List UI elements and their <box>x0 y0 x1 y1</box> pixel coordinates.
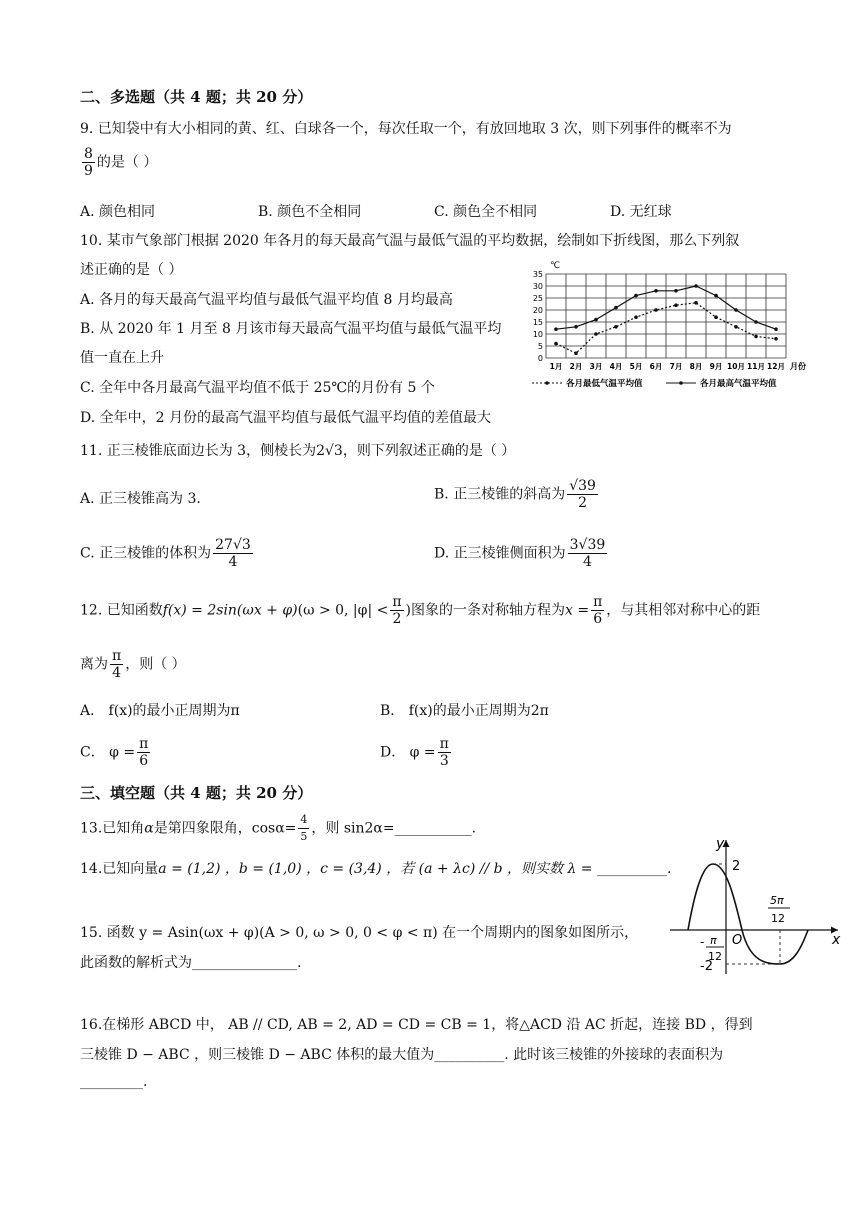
legend-marker-high <box>679 381 683 385</box>
legend-marker-low <box>545 381 549 385</box>
ymin-label: -2 <box>700 959 713 974</box>
data-point <box>554 342 558 346</box>
q9-tail: 的是（ ） <box>96 154 158 171</box>
data-point <box>594 318 598 322</box>
q9-option-b: B. 颜色不全相同 <box>258 204 362 220</box>
x-tick-label: 6月 <box>649 362 663 371</box>
q11-option-c: C. 正三棱锥的体积为 $\frac{27√3}{4}$ <box>80 537 251 570</box>
x-tick-label: 7月 <box>669 362 683 371</box>
svg-text:-: - <box>700 935 705 949</box>
q12-option-b: B． f(x)的最小正周期为2π <box>380 703 549 719</box>
data-point <box>654 289 658 293</box>
q10-option-a: A. 各月的每天最高气温平均值与最低气温平均值 8 月均最高 <box>80 292 453 308</box>
q12-option-a: A． f(x)的最小正周期为π <box>80 703 240 719</box>
data-point <box>554 327 558 331</box>
data-point <box>694 301 698 305</box>
data-point <box>754 320 758 324</box>
data-point <box>734 308 738 312</box>
y-tick-label: 25 <box>532 294 543 303</box>
y-tick-label: 35 <box>532 270 543 279</box>
x-label: x <box>832 932 841 948</box>
data-point <box>774 327 778 331</box>
q10-option-c: C. 全年中各月最高气温平均值不低于 25℃的月份有 5 个 <box>80 380 435 396</box>
q12-stem-line2: 离为 $\frac{\pi}{4}$ ，则（ ） <box>80 648 186 681</box>
x-tick-label: 1月 <box>549 362 563 371</box>
data-point <box>714 315 718 319</box>
q10-option-d: D. 全年中，2 月份的最高气温平均值与最低气温平均值的差值最大 <box>80 410 491 426</box>
x-tick-label: 11月 <box>747 362 765 371</box>
x-tick-label: 5月 <box>629 362 643 371</box>
q15-line2: 此函数的解析式为_______________. <box>80 955 302 971</box>
data-point <box>674 303 678 307</box>
q11-option-b: B. 正三棱锥的斜高为 $\frac{√39}{2}$ <box>434 478 596 511</box>
origin-label: O <box>732 933 743 948</box>
right-zero-num: 5π <box>770 894 784 907</box>
y-tick-label: 15 <box>532 318 543 327</box>
q9-stem-line2 <box>80 146 157 179</box>
q12-stem-line1: 12. 已知函数f(x) = 2sin(ωx + φ)(ω > 0, |φ| < $\frac{\pi}{2}$ )图象的一条对称轴方程为x = $\frac{\pi}{6}$ ，与其相邻对称中心的距 <box>80 594 761 627</box>
y-tick-label: 0 <box>537 354 543 363</box>
x-tick-label: 10月 <box>727 362 745 371</box>
y-label: y <box>716 836 725 852</box>
legend-label-high: 各月最高气温平均值 <box>700 379 777 389</box>
q15-line1: 15. 函数 y = Asin(ωx + φ)(A > 0, ω > 0, 0 < φ < π) 在一个周期内的图象如图所示， <box>80 925 639 941</box>
data-point <box>774 337 778 341</box>
data-point <box>734 325 738 329</box>
y-axis-label: ℃ <box>550 261 561 271</box>
q11-option-d: D. 正三棱锥侧面积为 $\frac{3√39}{4}$ <box>434 537 606 570</box>
data-point <box>714 294 718 298</box>
data-point <box>614 325 618 329</box>
q14-text: 14.已知向量a = (1,2) ，b = (1,0) ，c = (3,4) ，若 (a + λc) // b ，则实数 λ = __________. <box>80 861 672 877</box>
data-point <box>674 289 678 293</box>
x-tick-label: 9月 <box>709 362 723 371</box>
data-point <box>634 294 638 298</box>
x-tick-label: 2月 <box>569 362 583 371</box>
y-tick-label: 10 <box>532 330 543 339</box>
left-zero-num: π <box>710 934 717 947</box>
q10-stem-line2: 述正确的是（ ） <box>80 262 183 278</box>
y-tick-label: 30 <box>532 282 543 291</box>
q11-option-a: A. 正三棱锥高为 3. <box>80 491 201 507</box>
section-title-multiple-choice: 二、多选题（共 4 题；共 20 分） <box>80 88 313 106</box>
data-point <box>754 335 758 339</box>
data-point <box>634 315 638 319</box>
section-title-fill-in: 三、填空题（共 4 题；共 20 分） <box>80 784 313 802</box>
q10-option-b-line1: B. 从 2020 年 1 月至 8 月该市每天最高气温平均值与最低气温平均 <box>80 321 502 337</box>
q16-line1: 16.在梯形 ABCD 中， AB // CD, AB = 2, AD = CD = CB = 1，将△ACD 沿 AC 折起，连接 BD ，得到 <box>80 1017 753 1033</box>
q10-option-b-line2: 值一直在上升 <box>80 350 164 366</box>
ymax-label: 2 <box>732 859 741 874</box>
temperature-line-chart <box>530 256 810 406</box>
q13-text: 13.已知角α是第四象限角，cosα= $\frac{4}{5}$ ，则 sin2α=___________. <box>80 813 477 843</box>
q12-option-c: C． φ = $\frac{\pi}{6}$ <box>80 736 149 769</box>
q11-radical: 2√3 <box>316 443 343 459</box>
sine-graph <box>670 836 850 976</box>
x-axis-label: 月份 <box>790 362 806 371</box>
x-tick-label: 12月 <box>767 362 785 371</box>
right-zero-den: 12 <box>771 912 785 925</box>
data-point <box>594 332 598 336</box>
q9-option-c: C. 颜色全不相同 <box>434 204 538 220</box>
data-point <box>574 351 578 355</box>
x-tick-label: 3月 <box>589 362 603 371</box>
data-point <box>654 308 658 312</box>
data-point <box>574 325 578 329</box>
data-point <box>694 284 698 288</box>
q16-line2: 三棱锥 D − ABC ，则三棱锥 D − ABC 体积的最大值为__________. 此时该三棱锥的外接球的表面积为 <box>80 1047 724 1063</box>
y-tick-label: 5 <box>537 342 543 351</box>
y-tick-label: 20 <box>532 306 543 315</box>
q9-stem: 9. 已知袋中有大小相同的黄、红、白球各一个，每次任取一个，有放回地取 3 次，则下列事件的概率不为 <box>80 121 732 137</box>
q12-option-d: D． φ = $\frac{\pi}{3}$ <box>380 736 449 769</box>
q9-option-a: A. 颜色相同 <box>80 204 156 220</box>
x-tick-label: 4月 <box>609 362 623 371</box>
left-zero-den: 12 <box>708 950 722 963</box>
q16-line3: _________. <box>80 1074 148 1090</box>
q10-stem-line1: 10. 某市气象部门根据 2020 年各月的每天最高气温与最低气温的平均数据，绘制如下折线图，那么下列叙 <box>80 233 740 249</box>
q9-fraction: $\frac{8}{9}$ <box>84 146 93 179</box>
q11-stem: 11. 正三棱锥底面边长为 3，侧棱长为2√3，则下列叙述正确的是（ ） <box>80 443 516 459</box>
sine-curve <box>688 864 808 964</box>
x-tick-label: 8月 <box>689 362 703 371</box>
q9-option-d: D. 无红球 <box>610 204 672 220</box>
legend-label-low: 各月最低气温平均值 <box>566 379 643 389</box>
data-point <box>614 306 618 310</box>
